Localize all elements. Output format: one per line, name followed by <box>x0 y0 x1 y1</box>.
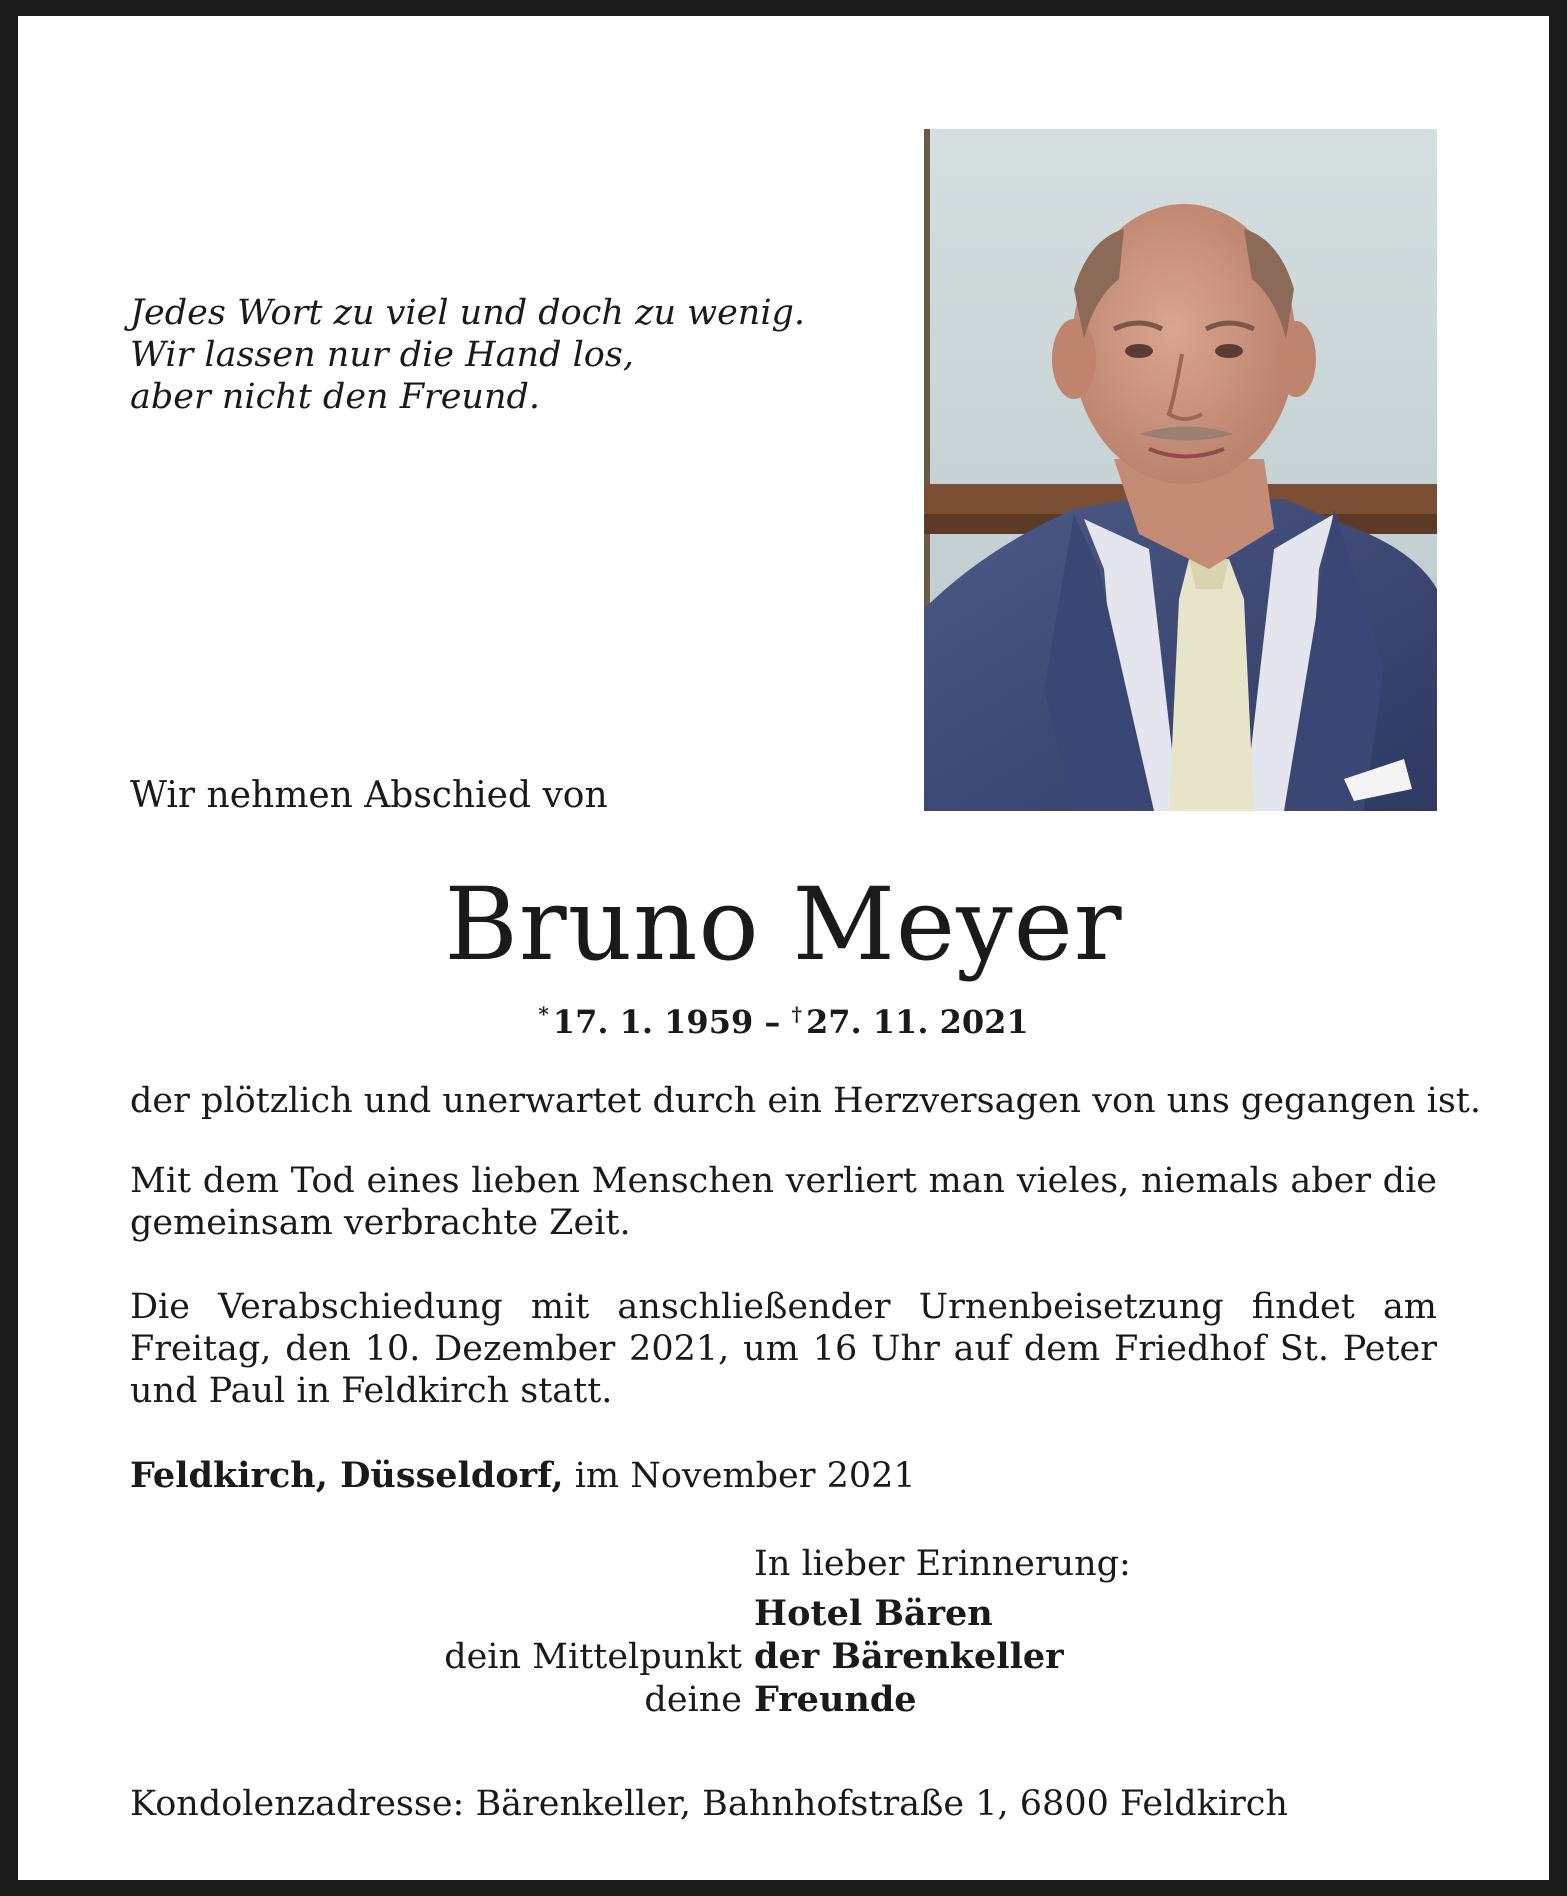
signer-row <box>0 1635 1567 1679</box>
life-dates <box>0 992 1567 1044</box>
signer-name: Hotel Bären <box>754 1593 993 1634</box>
signer-row <box>0 1678 1567 1722</box>
quote-line-1: Jedes Wort zu viel und doch zu wenig. <box>130 293 806 333</box>
signer-prefix: dein Mittelpunkt <box>444 1637 742 1677</box>
memory-paragraph: Mit dem Tod eines lieben Menschen verliert man vieles, niemals aber die gemeinsam verbrachte Zeit. <box>130 1161 1437 1243</box>
cause-paragraph: der plötzlich und unerwartet durch ein Herzversagen von uns gegangen ist. <box>130 1081 1481 1121</box>
death-date: 27. 11. 2021 <box>805 1003 1029 1041</box>
memory-label: In lieber Erinnerung: <box>754 1544 1131 1584</box>
quote-line-2: Wir lassen nur die Hand los, <box>130 335 634 375</box>
portrait-photo <box>924 129 1437 811</box>
signer-name: der Bärenkeller <box>754 1636 1064 1677</box>
birth-date: 17. 1. 1959 <box>552 1003 754 1041</box>
place-date: im November 2021 <box>563 1456 916 1496</box>
farewell-intro: Wir nehmen Abschied von <box>130 775 608 816</box>
birth-symbol: * <box>538 1002 549 1026</box>
death-symbol: † <box>791 1002 802 1026</box>
place-and-date <box>130 1454 916 1498</box>
ceremony-paragraph: Die Verabschiedung mit anschließender Urnenbeisetzung findet am Freitag, den 10. Dezember 2021, um 16 Uhr auf dem Friedhof St. Peter und Paul in Feldkirch statt. <box>130 1287 1437 1411</box>
place-cities: Feldkirch, Düsseldorf, <box>130 1455 564 1496</box>
condolence-address: Kondolenzadresse: Bärenkeller, Bahnhofstraße 1, 6800 Feldkirch <box>130 1784 1288 1824</box>
memorial-quote <box>130 292 805 418</box>
quote-line-3: aber nicht den Freund. <box>130 377 541 417</box>
date-separator: – <box>753 1003 792 1041</box>
signer-prefix: deine <box>644 1680 742 1720</box>
signer-row <box>0 1592 1567 1636</box>
signer-name: Freunde <box>754 1679 917 1720</box>
deceased-name: Bruno Meyer <box>444 866 1123 983</box>
